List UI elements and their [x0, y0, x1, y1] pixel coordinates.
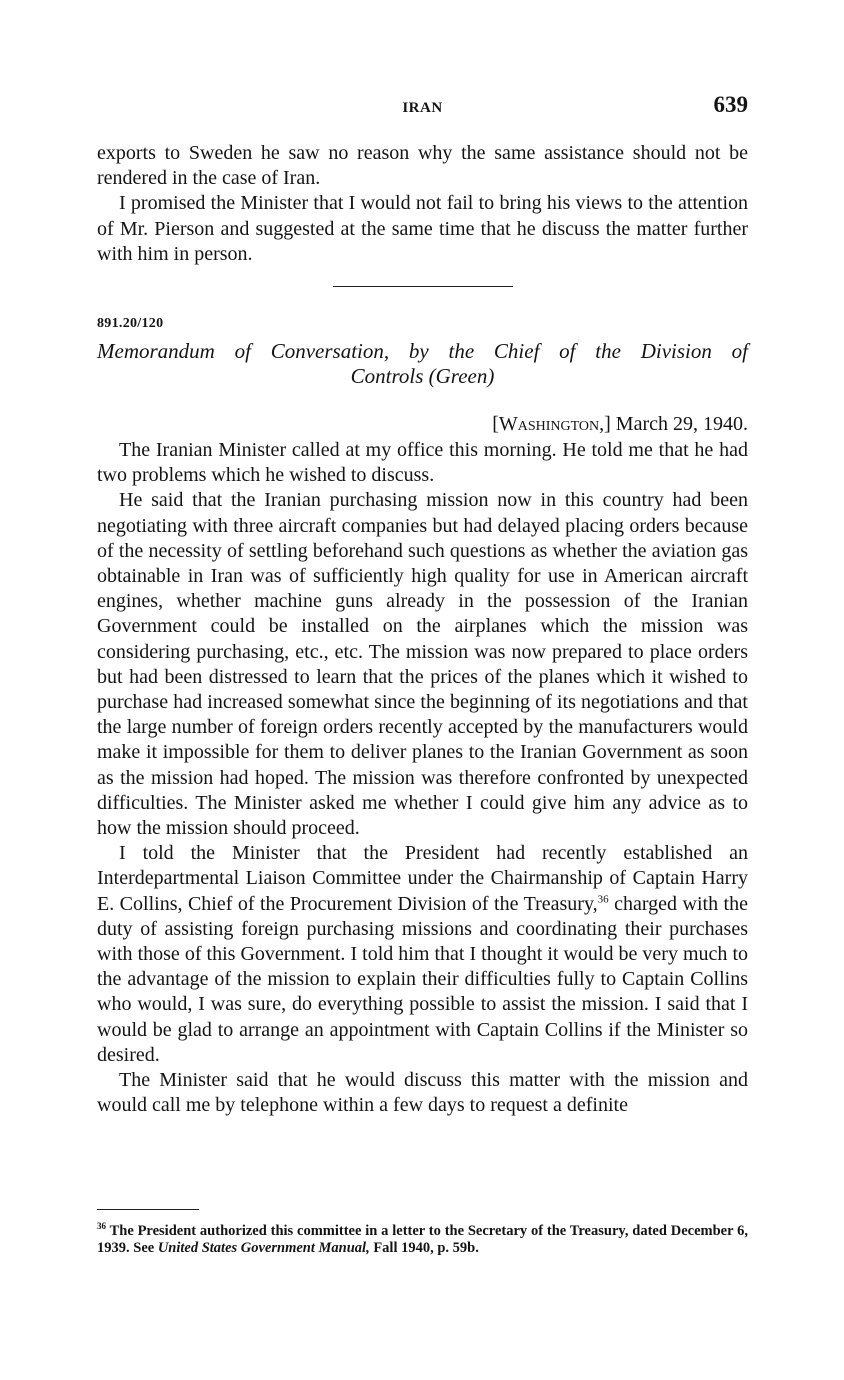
footnote-text: The President authorized this committee in a letter to the Secretary of the Treasury, dated December 6, 1939. See — [97, 1222, 748, 1256]
dateline — [492, 413, 748, 436]
footnote-mark: 36 — [97, 1221, 106, 1231]
running-head-title: IRAN — [402, 100, 443, 116]
footnote-divider — [97, 1209, 199, 1210]
footnote-citation-title: United States Government Manual, — [157, 1239, 370, 1256]
body-paragraph: The Minister said that he would discuss this matter with the mission and would call me by telephone within a few days to request a definite — [97, 1069, 748, 1117]
document-title-line: Controls (Green) — [350, 364, 495, 388]
dateline-date: March 29, 1940. — [615, 413, 748, 435]
dateline-place: [Washington,] — [492, 413, 611, 435]
continuation-text — [97, 141, 748, 267]
memorandum-body — [97, 438, 748, 1118]
continuation-paragraph: exports to Sweden he saw no reason why the same assistance should not be rendered in the case of Iran. — [97, 142, 748, 190]
continuation-paragraph: I promised the Minister that I would not fail to bring his views to the attention of Mr. Pierson and suggested at the same time that he discuss the matter further with him in person. — [97, 192, 748, 265]
running-head — [97, 92, 748, 122]
document-title — [97, 339, 748, 389]
section-divider — [333, 286, 513, 287]
body-paragraph: The Iranian Minister called at my office this morning. He told me that he had two problems which he wished to discuss. — [97, 439, 748, 487]
document-title-line: Memorandum of Conversation, by the Chief of the Division of — [97, 339, 748, 363]
footnote-reference: 36 — [597, 893, 609, 905]
page-number: 639 — [713, 92, 748, 117]
footnote — [97, 1218, 748, 1257]
body-text: charged with the duty of assisting foreign purchasing missions and coordinating their purchases with those of this Government. I told him that I thought it would be very much to the advantage of the mission to explain their difficulties fully to Captain Collins who would, I was sure, do everything possible to assist the mission. I said that I would be glad to arrange an appointment with Captain Collins if the Minister so desired. — [97, 892, 748, 1066]
footnote-text: Fall 1940, p. 59b. — [369, 1239, 479, 1256]
body-paragraph — [97, 841, 748, 1068]
file-number: 891.20/120 — [97, 316, 164, 331]
body-text: I told the Minister that the President had recently established an Interdepartmental Liaison Committee under the Chairmanship of Captain Harry E. Collins, Chief of the Procurement Division of the Treasury, — [97, 842, 748, 915]
body-paragraph: He said that the Iranian purchasing mission now in this country had been negotiating with three aircraft companies but had delayed placing orders because of the necessity of settling beforehand such questions as whether the aviation gas obtainable in Iran was of sufficiently high quality for use in American aircraft engines, whether machine guns already in the possession of the Iranian Government could be installed on the airplanes which the mission was considering purchasing, etc., etc. The mission was now prepared to place orders but had been distressed to learn that the prices of the planes which it wished to purchase had increased somewhat since the beginning of its negotiations and that the large number of foreign orders recently accepted by the manufacturers would make it impossible for them to deliver planes to the Iranian Government as soon as the mission had hoped. The mission was therefore confronted by unexpected difficulties. The Minister asked me whether I could give him any advice as to how the mission should proceed. — [97, 489, 748, 840]
